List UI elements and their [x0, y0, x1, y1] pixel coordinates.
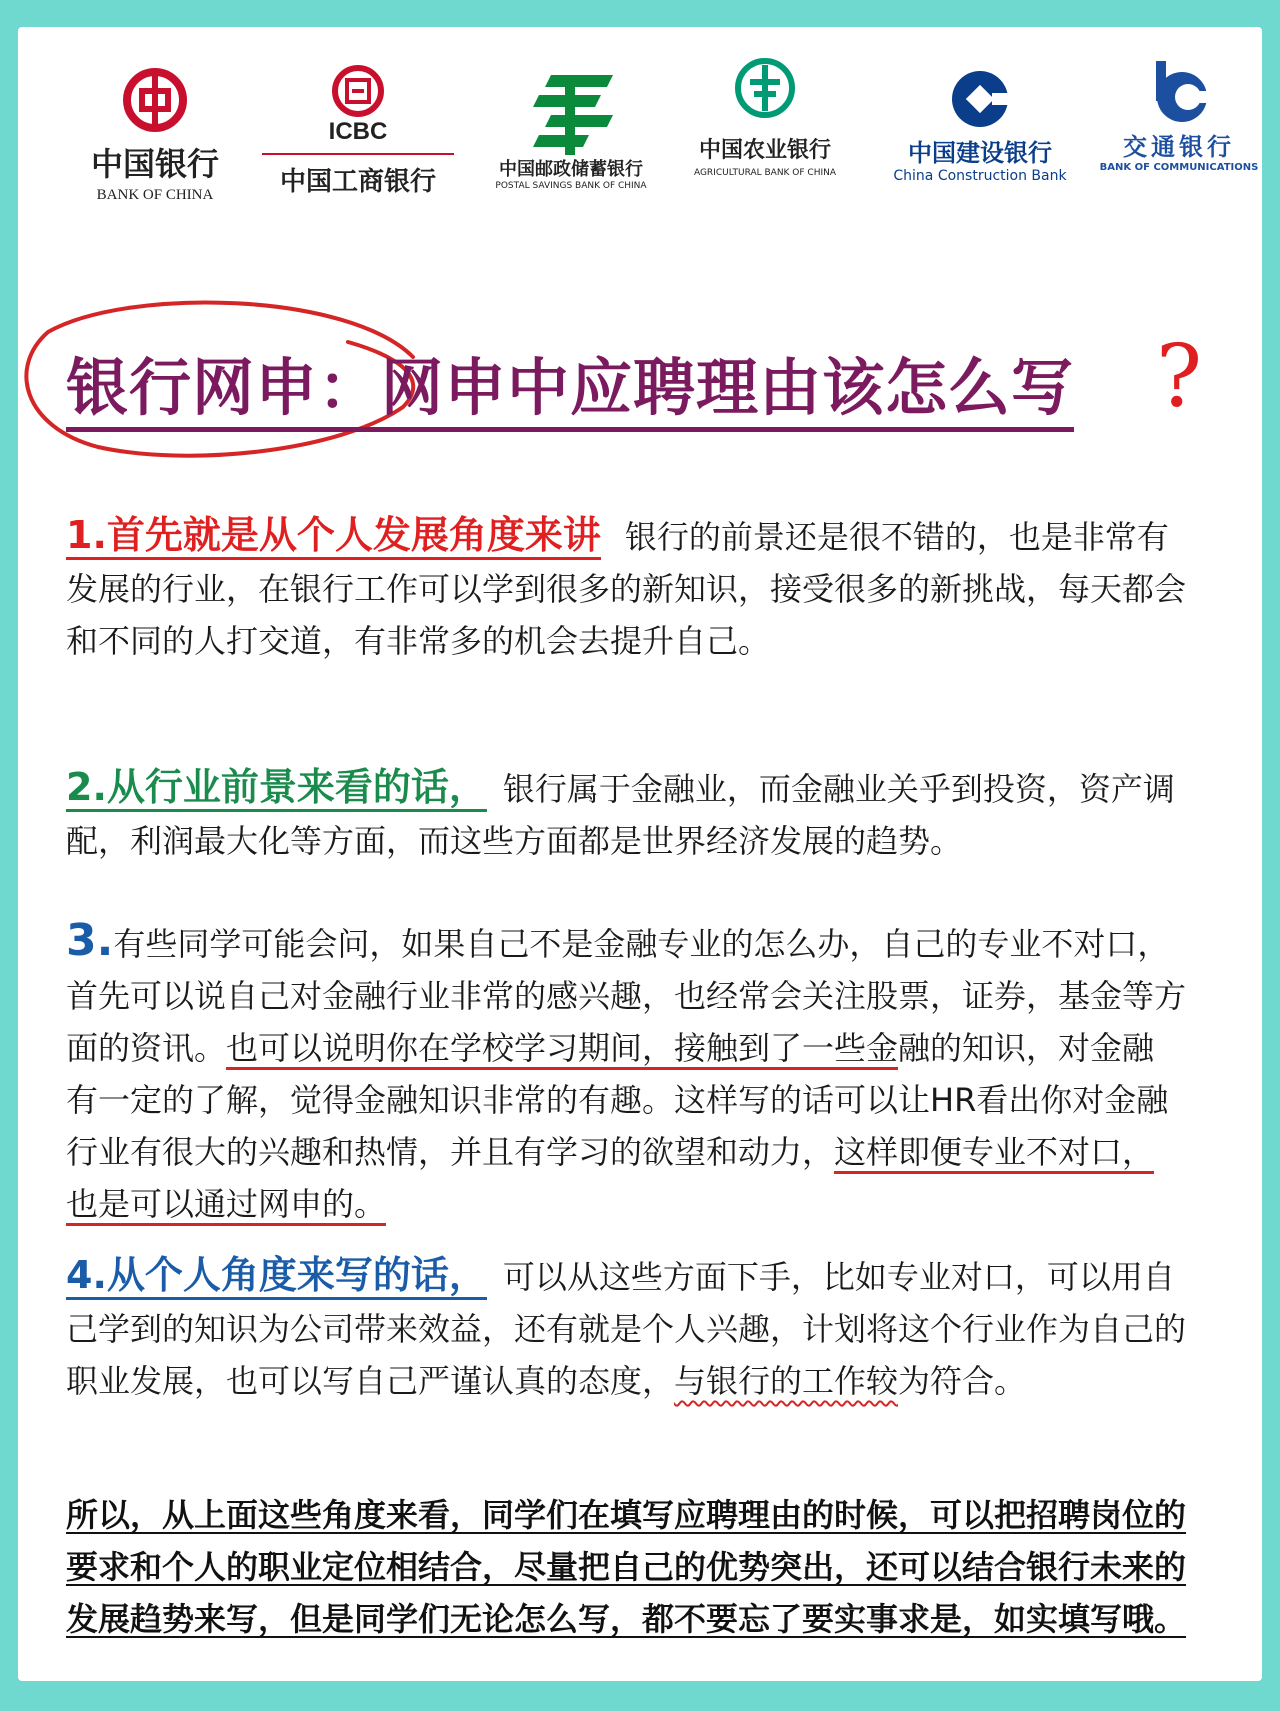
- psbc-wings-icon: [529, 69, 613, 155]
- section-1: [66, 509, 1186, 667]
- section-4-highlight: 与银行的工作较: [674, 1362, 899, 1400]
- poster-card: [18, 27, 1262, 1681]
- abc-grain-icon: [734, 57, 796, 119]
- logo-cn-name: 中国建设银行: [908, 139, 1052, 167]
- section-3-body-a: 有些同学可能会问，如果自己不是金融专业的怎么办，自己的专业不对口，首先可以说自己对金融行业非常的感兴趣，也经常会关注股票，证券，基金等方面的资讯。: [66, 925, 1187, 1067]
- section-2-heading: 2.从行业前景来看的话，: [66, 765, 487, 812]
- bank-logo-strip: [18, 27, 1262, 227]
- logo-bank-of-china: [70, 67, 240, 204]
- logo-cn-name: 中国农业银行: [698, 138, 831, 163]
- logo-en-name: AGRICULTURAL BANK OF CHINA: [693, 168, 837, 178]
- section-1-body: 银行的前景还是很不错的，也是非常有发展的行业，在银行工作可以学到很多的新知识，接受很多的新挑战，每天都会和不同的人打交道，有非常多的机会去提升自己。: [66, 518, 1187, 660]
- title-question-mark: ?: [1156, 327, 1203, 427]
- section-1-heading: 1.首先就是从个人发展角度来讲: [66, 513, 601, 560]
- logo-cn-name: 中国工商银行: [279, 167, 436, 197]
- boc-coin-icon: [122, 67, 188, 133]
- logo-cn-name: 中国银行: [90, 145, 219, 183]
- section-3-body-c: 融的知识，对金融有一定的了解，觉得金融知识非常的有趣。这样写的话可以让HR看出你对金融行业有很大的兴趣和热情，并且有学习的欲望和动力，: [66, 1029, 1169, 1171]
- section-3: [66, 915, 1186, 1230]
- logo-icbc: [258, 63, 458, 198]
- logo-en-name: BANK OF COMMUNICATIONS: [1099, 162, 1259, 173]
- logo-en-name: China Construction Bank: [893, 168, 1067, 184]
- logo-divider: [262, 153, 454, 155]
- ccb-coin-icon: [948, 67, 1012, 131]
- section-4-heading: 4.从个人角度来写的话，: [66, 1253, 487, 1300]
- logo-cn-name: 中国邮政储蓄银行: [499, 159, 643, 180]
- section-4-body-c: 为符合。: [898, 1362, 1027, 1400]
- logo-en-name: POSTAL SAVINGS BANK OF CHINA: [495, 181, 647, 191]
- bocom-icon: [1144, 57, 1214, 125]
- logo-postal-savings-bank: [466, 69, 676, 191]
- section-3-highlight-2: 这样即便专业不对口，也是可以通过网申的。: [66, 1133, 1154, 1226]
- logo-bank-of-communications: [1094, 57, 1264, 173]
- conclusion-paragraph: 所以，从上面这些角度来看，同学们在填写应聘理由的时候，可以把招聘岗位的要求和个人的职业定位相结合，尽量把自己的优势突出，还可以结合银行未来的发展趋势来写，但是同学们无论怎么写，都不要忘了要实事求是，如实填写哦。: [66, 1496, 1187, 1638]
- section-2-body: 银行属于金融业，而金融业关乎到投资，资产调配，利润最大化等方面，而这些方面都是世界经济发展的趋势。: [66, 770, 1175, 860]
- section-2: [66, 761, 1186, 867]
- logo-china-construction-bank: [870, 67, 1090, 184]
- section-4: [66, 1249, 1186, 1407]
- logo-en-name: BANK OF CHINA: [96, 187, 214, 203]
- logo-top-text: ICBC: [328, 118, 388, 145]
- section-4-body-a: 可以从这些方面下手，比如专业对口，可以用自己学到的知识为公司带来效益，还有就是个人兴趣，计划将这个行业作为自己的职业发展，也可以写自己严谨认真的态度，: [66, 1258, 1187, 1400]
- icbc-seal-icon: [330, 63, 386, 119]
- logo-agricultural-bank: [670, 57, 860, 178]
- page-title: 银行网申：网申中应聘理由该怎么写: [66, 349, 1074, 432]
- logo-cn-name: 交通银行: [1123, 132, 1235, 161]
- section-3-highlight-1: 也可以说明你在学校学习期间，接触到了一些金: [226, 1029, 898, 1070]
- section-3-number: 3.: [66, 915, 114, 966]
